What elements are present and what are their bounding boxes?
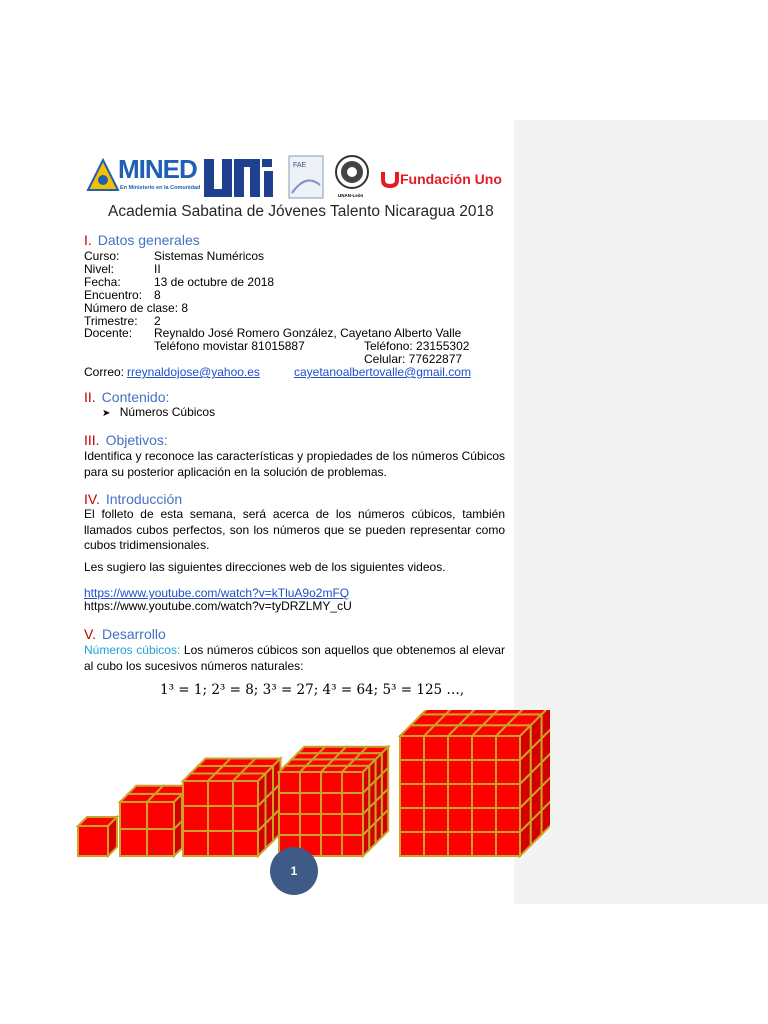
cube-2 — [120, 786, 190, 856]
page-number: 1 — [270, 847, 318, 895]
cube-front-cell — [300, 772, 321, 793]
email-link-cayetano[interactable]: cayetanoalbertovalle@gmail.com — [294, 365, 471, 379]
cube-front-cell — [147, 802, 174, 829]
desarrollo-paragraph — [84, 643, 505, 674]
section-objetivos — [84, 432, 168, 448]
telefono-line: Teléfono: 23155302 — [364, 339, 470, 353]
cube-side-cell — [382, 810, 388, 837]
cube-front-cell — [400, 760, 424, 784]
cube-front-cell — [233, 806, 258, 831]
cube-front-cell — [424, 784, 448, 808]
cube-front-cell — [424, 808, 448, 832]
curso-label: Curso: — [84, 249, 120, 263]
section-label: Desarrollo — [101, 626, 166, 642]
video-link-1[interactable]: https://www.youtube.com/watch?v=kTluA9o2mFQ — [84, 586, 350, 600]
cube-front-cell — [183, 831, 208, 856]
cube-front-cell — [448, 784, 472, 808]
unan-logo — [334, 154, 370, 202]
clase-line: Número de clase: 8 — [84, 301, 189, 315]
cube-1 — [78, 817, 117, 856]
cube-front-cell — [342, 793, 363, 814]
section-contenido — [84, 389, 169, 405]
nivel-label: Nivel: — [84, 262, 115, 276]
section-number: III. — [84, 432, 100, 448]
cube-front-cell — [448, 808, 472, 832]
cube-front-cell — [472, 808, 496, 832]
section-label: Contenido: — [101, 389, 170, 405]
section-number: V. — [84, 626, 96, 642]
objetivos-paragraph: Identifica y reconoce las características y propiedades de los números Cúbicos para su posterior aplicación en la solución de problemas. — [84, 449, 505, 479]
celular-line: Celular: 77622877 — [364, 352, 463, 366]
cube-front-cell — [472, 736, 496, 760]
docente-value: Reynaldo José Romero González, Cayetano Alberto Valle — [154, 326, 462, 340]
videos-intro: Les sugiero las siguientes direcciones web de los siguientes videos. — [84, 560, 446, 574]
video-link-2[interactable]: https://www.youtube.com/watch?v=tyDRZLMY_cU — [84, 599, 352, 613]
section-number: IV. — [84, 491, 100, 507]
fae-logo — [288, 155, 324, 204]
cube-front-cell — [321, 772, 342, 793]
cube-front-cell — [120, 829, 147, 856]
cube-front-cell — [472, 832, 496, 856]
cube-front-cell — [321, 814, 342, 835]
cube-front-cell — [279, 793, 300, 814]
cube-front-cell — [300, 814, 321, 835]
cube-front-cell — [496, 736, 520, 760]
arrow-bullet-icon: ➤ — [102, 408, 111, 419]
cube-5 — [400, 710, 550, 856]
cube-front-cell — [208, 831, 233, 856]
section-desarrollo — [84, 626, 166, 642]
desarrollo-text: Los números cúbicos son aquellos que obtenemos al elevar al cubo los sucesivos números naturales: — [84, 643, 505, 673]
contenido-bullet — [102, 406, 215, 420]
cube-front-cell — [183, 781, 208, 806]
contenido-item: Números Cúbicos — [119, 405, 216, 419]
mined-triangle-icon — [86, 158, 120, 194]
desarrollo-term: Números cúbicos: — [84, 643, 181, 657]
correo-label: Correo: — [84, 365, 125, 379]
section-label: Introducción — [105, 491, 183, 507]
cube-3 — [183, 759, 281, 857]
movistar-line: Teléfono movistar 81015887 — [154, 339, 305, 353]
cube-front-cell — [147, 829, 174, 856]
cube-front-cell — [424, 760, 448, 784]
unan-caption: UNAN-León — [338, 193, 364, 198]
cube-front-cell — [400, 736, 424, 760]
encuentro-value: 8 — [154, 288, 161, 302]
cube-front-cell — [233, 781, 258, 806]
section-number: II. — [84, 389, 96, 405]
trimestre-value: 2 — [154, 314, 161, 328]
cube-front-cell — [208, 781, 233, 806]
uni-logo — [204, 157, 274, 204]
cube-front-cell — [300, 793, 321, 814]
cube-front-cell — [400, 808, 424, 832]
cube-front-cell — [279, 814, 300, 835]
mined-tagline: En Ministerio en la Comunidad — [120, 185, 201, 191]
cube-front-cell — [342, 835, 363, 856]
cube-4 — [279, 747, 388, 856]
cube-front-cell — [448, 760, 472, 784]
svg-text:FAE: FAE — [293, 162, 307, 169]
cube-front-cell — [448, 832, 472, 856]
cube-front-cell — [342, 772, 363, 793]
fecha-label: Fecha: — [84, 275, 121, 289]
section-introduccion — [84, 491, 182, 507]
cube-front-cell — [496, 760, 520, 784]
comment-sidebar — [514, 120, 768, 904]
cubic-formula: 1³ = 1; 2³ = 8; 3³ = 27; 4³ = 64; 5³ = 125 …, — [160, 682, 465, 698]
mined-wordmark: MINED — [118, 154, 197, 184]
cube-front-cell — [424, 736, 448, 760]
section-number: I. — [84, 232, 92, 248]
cube-front-cell — [472, 760, 496, 784]
cube-front-cell — [120, 802, 147, 829]
section-datos-generales — [84, 232, 200, 248]
fundacion-u-icon — [380, 170, 400, 188]
cube-front-cell — [342, 814, 363, 835]
cube-front-cell — [472, 784, 496, 808]
cube-front-cell — [183, 806, 208, 831]
email-link-reynaldo[interactable]: rreynaldojose@yahoo.es — [127, 365, 260, 379]
section-label: Objetivos: — [105, 432, 168, 448]
unan-seal-icon — [334, 154, 370, 192]
cube-front-cell — [279, 772, 300, 793]
introduccion-paragraph: El folleto de esta semana, será acerca de los números cúbicos, también llamados cubos perfectos, son los números que se pueden representar como cubos tridimensionales. — [84, 507, 505, 552]
nivel-value: II — [154, 262, 161, 276]
page-title: Academia Sabatina de Jóvenes Talento Nicaragua 2018 — [108, 203, 494, 220]
section-label: Datos generales — [97, 232, 200, 248]
trimestre-label: Trimestre: — [84, 314, 138, 328]
cube-front-cell — [424, 832, 448, 856]
curso-value: Sistemas Numéricos — [154, 249, 265, 263]
cube-front-cell — [496, 832, 520, 856]
cube-front-cell — [400, 784, 424, 808]
cube-front-cell — [233, 831, 258, 856]
cube-front-cell — [208, 806, 233, 831]
fundacion-wordmark: Fundación Uno — [400, 171, 502, 187]
cube-front-cell — [496, 784, 520, 808]
cube-front-cell — [78, 826, 108, 856]
docente-label: Docente: — [84, 326, 133, 340]
encuentro-label: Encuentro: — [84, 288, 143, 302]
cube-front-cell — [400, 832, 424, 856]
cube-front-cell — [496, 808, 520, 832]
fecha-value: 13 de octubre de 2018 — [154, 275, 275, 289]
cube-front-cell — [321, 793, 342, 814]
cube-front-cell — [448, 736, 472, 760]
cubes-illustration — [70, 710, 550, 870]
mined-logo — [86, 154, 201, 196]
cube-front-cell — [321, 835, 342, 856]
